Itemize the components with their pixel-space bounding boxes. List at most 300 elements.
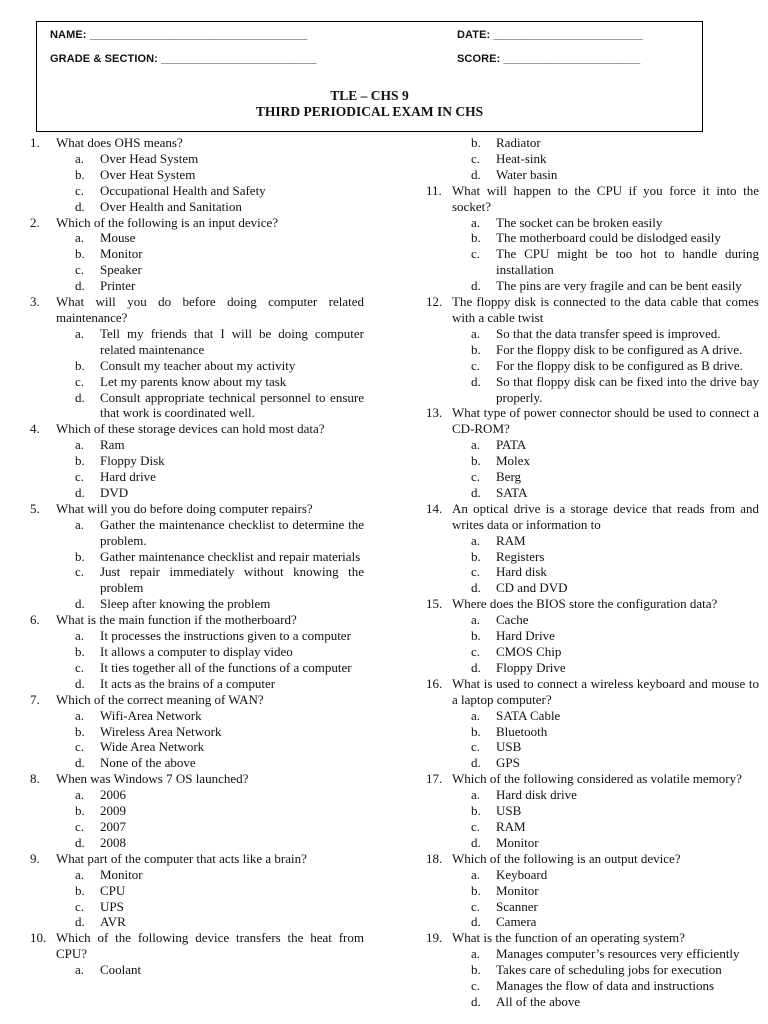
question-number: 2. xyxy=(30,214,40,230)
option-letter: a. xyxy=(75,230,85,246)
question-text: What is the main function if the motherboard? xyxy=(56,612,297,628)
question-number: 16. xyxy=(426,675,443,691)
answer-option xyxy=(30,644,364,660)
answer-option xyxy=(426,644,759,660)
option-text: Hard drive xyxy=(100,469,156,485)
answer-option xyxy=(30,469,364,485)
option-text: CMOS Chip xyxy=(496,644,562,659)
left-question-column xyxy=(30,135,364,978)
answer-option xyxy=(426,899,759,915)
answer-option xyxy=(30,358,364,374)
question-block xyxy=(426,135,759,183)
option-text: USB xyxy=(496,803,522,819)
answer-option xyxy=(426,978,759,994)
option-letter: d. xyxy=(471,993,481,1009)
option-text: Gather the maintenance checklist to determine the problem. xyxy=(100,516,364,548)
answer-option xyxy=(30,183,364,199)
option-text: It processes the instructions given to a computer xyxy=(100,628,351,644)
option-text: Monitor xyxy=(496,882,539,898)
question-text: An optical drive is a storage device that reads from and writes data or information to xyxy=(452,500,759,532)
option-text: None of the above xyxy=(100,755,196,771)
question-number: 6. xyxy=(30,612,40,628)
option-text: RAM xyxy=(496,818,526,834)
answer-option xyxy=(30,549,364,565)
question-row xyxy=(30,294,364,326)
question-block xyxy=(426,596,759,676)
question-text: Which of these storage devices can hold most data? xyxy=(56,421,325,437)
option-letter: b. xyxy=(471,803,481,819)
option-letter: d. xyxy=(471,755,481,771)
option-text: AVR xyxy=(100,914,126,930)
option-text: Monitor xyxy=(100,246,143,262)
answer-option xyxy=(426,946,759,962)
question-block xyxy=(30,612,364,692)
answer-option xyxy=(30,390,364,422)
option-letter: b. xyxy=(75,246,85,262)
option-letter: b. xyxy=(471,882,481,898)
question-number: 19. xyxy=(426,930,443,946)
option-letter: b. xyxy=(471,548,481,564)
answer-option xyxy=(30,374,364,390)
question-text: When was Windows 7 OS launched? xyxy=(56,771,249,787)
option-letter: b. xyxy=(75,644,85,659)
option-letter: a. xyxy=(75,150,85,166)
answer-option xyxy=(426,708,759,724)
option-text: Monitor xyxy=(496,834,539,850)
question-text: Which of the following is an input device? xyxy=(56,214,279,230)
question-row xyxy=(426,405,759,437)
question-row xyxy=(426,501,759,533)
option-text: USB xyxy=(496,739,522,755)
question-number: 15. xyxy=(426,596,443,612)
option-text: Registers xyxy=(496,548,545,564)
option-letter: a. xyxy=(471,325,481,341)
option-letter: b. xyxy=(471,723,481,739)
answer-option xyxy=(426,994,759,1010)
grade-section-field-label: GRADE & SECTION: _________________________ xyxy=(50,53,317,65)
question-number: 17. xyxy=(426,771,443,787)
question-number: 11. xyxy=(426,182,442,198)
option-text: Berg xyxy=(496,469,522,485)
option-letter: c. xyxy=(471,564,481,580)
option-letter: b. xyxy=(471,230,481,246)
answer-option xyxy=(426,755,759,771)
option-text: Hard disk drive xyxy=(496,787,577,803)
answer-option xyxy=(426,374,759,406)
answer-option xyxy=(30,485,364,501)
answer-option xyxy=(30,787,364,803)
question-text: What type of power connector should be used to connect a CD-ROM? xyxy=(452,405,759,437)
answer-option xyxy=(30,803,364,819)
question-text: Which of the following is an output device? xyxy=(452,850,681,866)
question-row xyxy=(30,771,364,787)
option-letter: c. xyxy=(75,818,85,834)
option-text: Over Health and Sanitation xyxy=(100,198,242,214)
question-text: Which of the following device transfers the heat from CPU? xyxy=(56,930,364,962)
option-text: Manages the flow of data and instructions xyxy=(496,978,715,994)
option-letter: a. xyxy=(471,437,481,453)
option-letter: b. xyxy=(75,453,85,469)
option-text: Water basin xyxy=(496,166,558,182)
answer-option xyxy=(30,167,364,183)
question-block xyxy=(30,851,364,931)
option-letter: b. xyxy=(471,135,481,150)
option-letter: d. xyxy=(75,596,85,612)
answer-option xyxy=(30,899,364,915)
option-letter: d. xyxy=(471,484,481,500)
option-letter: d. xyxy=(75,675,85,691)
answer-option xyxy=(30,962,364,978)
option-text: The CPU might be too hot to handle during installation xyxy=(496,246,759,278)
question-row xyxy=(426,771,759,787)
question-text: What will happen to the CPU if you force it into the socket? xyxy=(452,182,759,214)
option-text: SATA xyxy=(496,484,528,500)
option-letter: b. xyxy=(75,723,85,739)
exam-header-box xyxy=(36,21,703,132)
option-letter: c. xyxy=(471,357,481,373)
question-text: What will you do before doing computer related maintenance? xyxy=(56,294,364,325)
answer-option xyxy=(30,708,364,724)
question-text: Where does the BIOS store the configuration data? xyxy=(452,596,718,612)
option-letter: d. xyxy=(471,834,481,850)
option-letter: a. xyxy=(471,946,481,962)
option-text: Speaker xyxy=(100,262,142,278)
answer-option xyxy=(30,724,364,740)
option-text: Just repair immediately without knowing the problem xyxy=(100,564,364,596)
answer-option xyxy=(426,724,759,740)
question-row xyxy=(30,501,364,517)
answer-option xyxy=(426,564,759,580)
answer-option xyxy=(30,517,364,549)
exam-title: TLE – CHS 9 xyxy=(330,88,409,103)
answer-option xyxy=(30,199,364,215)
option-letter: a. xyxy=(75,516,85,532)
option-letter: d. xyxy=(75,278,85,294)
option-letter: a. xyxy=(75,866,85,882)
answer-option xyxy=(30,883,364,899)
option-text: 2009 xyxy=(100,803,126,819)
option-letter: c. xyxy=(471,978,481,994)
option-text: Monitor xyxy=(100,866,143,882)
option-text: Mouse xyxy=(100,230,136,246)
question-row xyxy=(30,692,364,708)
question-text: Which of the correct meaning of WAN? xyxy=(56,691,264,707)
answer-option xyxy=(426,135,759,151)
option-letter: d. xyxy=(75,914,85,930)
option-letter: a. xyxy=(471,707,481,723)
question-block xyxy=(30,421,364,501)
option-text: Molex xyxy=(496,453,530,469)
option-text: It acts as the brains of a computer xyxy=(100,675,276,691)
option-letter: d. xyxy=(75,484,85,500)
question-block xyxy=(426,771,759,851)
option-text: Radiator xyxy=(496,135,541,150)
answer-option xyxy=(426,835,759,851)
option-text: It ties together all of the functions of a computer xyxy=(100,659,352,675)
answer-option xyxy=(426,151,759,167)
option-letter: b. xyxy=(471,453,481,469)
answer-option xyxy=(30,755,364,771)
option-text: Consult appropriate technical personnel to ensure that work is coordinated well. xyxy=(100,389,364,421)
answer-option xyxy=(426,549,759,565)
question-number: 3. xyxy=(30,294,40,310)
option-letter: d. xyxy=(471,580,481,596)
option-letter: c. xyxy=(471,150,481,166)
answer-option xyxy=(426,914,759,930)
answer-option xyxy=(30,151,364,167)
answer-option xyxy=(30,596,364,612)
option-text: Scanner xyxy=(496,898,538,914)
option-letter: c. xyxy=(75,564,85,580)
option-text: 2006 xyxy=(100,787,126,803)
option-text: Wifi-Area Network xyxy=(100,707,202,723)
answer-option xyxy=(426,358,759,374)
question-number: 12. xyxy=(426,294,443,310)
option-letter: b. xyxy=(471,341,481,357)
option-text: Manages computer’s resources very efficiently xyxy=(496,946,740,962)
option-letter: c. xyxy=(471,898,481,914)
question-row xyxy=(30,612,364,628)
option-text: Tell my friends that I will be doing computer related maintenance xyxy=(100,325,364,357)
option-text: Floppy Drive xyxy=(496,659,566,675)
answer-option xyxy=(426,215,759,231)
option-text: Hard Drive xyxy=(496,628,555,644)
option-text: 2008 xyxy=(100,834,126,850)
answer-option xyxy=(426,278,759,294)
option-letter: d. xyxy=(75,198,85,214)
question-block xyxy=(426,930,759,1010)
question-number: 13. xyxy=(426,405,443,421)
option-text: GPS xyxy=(496,755,520,771)
option-text: CD and DVD xyxy=(496,580,568,596)
option-text: For the floppy disk to be configured as B drive. xyxy=(496,357,743,373)
question-block xyxy=(30,215,364,295)
question-text: What part of the computer that acts like a brain? xyxy=(56,850,307,866)
question-block xyxy=(426,851,759,931)
question-block xyxy=(426,294,759,405)
option-letter: d. xyxy=(471,914,481,930)
answer-option xyxy=(30,914,364,930)
option-text: Occupational Health and Safety xyxy=(100,182,266,198)
question-block xyxy=(426,501,759,596)
option-letter: c. xyxy=(75,898,85,914)
option-text: Over Heat System xyxy=(100,166,196,182)
question-number: 14. xyxy=(426,500,443,516)
question-row xyxy=(426,851,759,867)
answer-option xyxy=(426,803,759,819)
question-text: What does OHS means? xyxy=(56,135,183,150)
answer-option xyxy=(30,867,364,883)
option-letter: d. xyxy=(471,659,481,675)
option-text: CPU xyxy=(100,882,126,898)
answer-option xyxy=(426,246,759,278)
question-block xyxy=(30,692,364,772)
option-text: Consult my teacher about my activity xyxy=(100,357,296,373)
option-letter: d. xyxy=(471,166,481,182)
option-text: Printer xyxy=(100,278,136,294)
option-text: Wireless Area Network xyxy=(100,723,222,739)
question-text: What is used to connect a wireless keyboard and mouse to a laptop computer? xyxy=(452,675,759,707)
option-text: 2007 xyxy=(100,818,126,834)
option-letter: a. xyxy=(75,325,85,341)
answer-option xyxy=(30,628,364,644)
question-number: 8. xyxy=(30,771,40,787)
option-letter: a. xyxy=(75,437,85,453)
option-letter: c. xyxy=(471,469,481,485)
question-row xyxy=(426,676,759,708)
question-block xyxy=(426,183,759,294)
option-text: Sleep after knowing the problem xyxy=(100,596,271,612)
question-text: What will you do before doing computer repairs? xyxy=(56,500,313,516)
option-text: Cache xyxy=(496,612,529,628)
option-text: DVD xyxy=(100,484,129,500)
answer-option xyxy=(426,612,759,628)
option-letter: c. xyxy=(75,182,85,198)
option-text: So that the data transfer speed is improved. xyxy=(496,325,721,341)
answer-option xyxy=(426,883,759,899)
option-text: Bluetooth xyxy=(496,723,548,739)
option-text: PATA xyxy=(496,437,527,453)
answer-option xyxy=(426,485,759,501)
option-text: Keyboard xyxy=(496,866,548,882)
option-letter: d. xyxy=(75,834,85,850)
option-letter: c. xyxy=(75,739,85,755)
option-text: Coolant xyxy=(100,962,142,978)
option-text: Ram xyxy=(100,437,125,453)
score-field-label: SCORE: ______________________ xyxy=(457,53,641,65)
option-text: Wide Area Network xyxy=(100,739,205,755)
question-block xyxy=(426,676,759,771)
option-text: Hard disk xyxy=(496,564,547,580)
question-row xyxy=(30,851,364,867)
option-letter: a. xyxy=(471,532,481,548)
answer-option xyxy=(426,453,759,469)
question-number: 18. xyxy=(426,850,443,866)
option-letter: a. xyxy=(471,787,481,803)
option-letter: c. xyxy=(471,644,481,659)
option-letter: a. xyxy=(471,612,481,628)
option-text: Takes care of scheduling jobs for execution xyxy=(496,962,722,978)
question-number: 4. xyxy=(30,421,40,437)
answer-option xyxy=(426,342,759,358)
option-letter: c. xyxy=(75,659,85,675)
question-text: Which of the following considered as volatile memory? xyxy=(452,771,742,787)
question-number: 9. xyxy=(30,850,40,866)
date-field-label: DATE: ________________________ xyxy=(457,29,643,41)
option-text: All of the above xyxy=(496,993,581,1009)
option-letter: b. xyxy=(75,882,85,898)
option-text: UPS xyxy=(100,898,124,914)
question-row xyxy=(30,421,364,437)
answer-option xyxy=(426,580,759,596)
answer-option xyxy=(30,819,364,835)
right-question-column xyxy=(426,135,759,1010)
answer-option xyxy=(30,676,364,692)
question-number: 10. xyxy=(30,930,47,946)
option-letter: c. xyxy=(75,262,85,278)
answer-option xyxy=(426,469,759,485)
option-text: Floppy Disk xyxy=(100,453,165,469)
answer-option xyxy=(426,628,759,644)
option-text: So that floppy disk can be fixed into the drive bay properly. xyxy=(496,373,759,405)
option-text: The pins are very fragile and can be bent easily xyxy=(496,278,742,294)
question-block xyxy=(30,294,364,421)
answer-option xyxy=(30,835,364,851)
option-letter: d. xyxy=(471,278,481,294)
question-block xyxy=(30,135,364,215)
option-letter: c. xyxy=(75,373,85,389)
option-text: Camera xyxy=(496,914,537,930)
question-block xyxy=(30,501,364,612)
answer-option xyxy=(30,739,364,755)
answer-option xyxy=(30,437,364,453)
option-text: The socket can be broken easily xyxy=(496,214,663,230)
option-text: For the floppy disk to be configured as A drive. xyxy=(496,341,743,357)
answer-option xyxy=(426,739,759,755)
option-letter: b. xyxy=(75,803,85,819)
option-letter: a. xyxy=(75,787,85,803)
option-text: Let my parents know about my task xyxy=(100,373,287,389)
answer-option xyxy=(426,230,759,246)
answer-option xyxy=(30,262,364,278)
option-text: Heat-sink xyxy=(496,150,547,166)
question-block xyxy=(30,930,364,978)
option-text: The motherboard could be dislodged easily xyxy=(496,230,721,246)
answer-option xyxy=(30,278,364,294)
question-row xyxy=(30,135,364,151)
question-number: 5. xyxy=(30,500,40,516)
question-row xyxy=(30,215,364,231)
option-text: SATA Cable xyxy=(496,707,561,723)
answer-option xyxy=(426,660,759,676)
answer-option xyxy=(30,660,364,676)
answer-option xyxy=(426,533,759,549)
option-letter: b. xyxy=(75,357,85,373)
option-letter: a. xyxy=(471,214,481,230)
option-letter: b. xyxy=(471,962,481,978)
option-letter: d. xyxy=(75,755,85,771)
option-letter: a. xyxy=(471,866,481,882)
answer-option xyxy=(30,230,364,246)
option-text: It allows a computer to display video xyxy=(100,644,293,659)
answer-option xyxy=(426,167,759,183)
answer-option xyxy=(426,326,759,342)
question-row xyxy=(426,183,759,215)
option-letter: b. xyxy=(471,628,481,644)
answer-option xyxy=(30,246,364,262)
option-letter: b. xyxy=(75,548,85,564)
question-text: What is the function of an operating system? xyxy=(452,930,685,946)
question-row xyxy=(426,596,759,612)
option-letter: c. xyxy=(471,739,481,755)
option-text: RAM xyxy=(496,532,526,548)
question-number: 7. xyxy=(30,691,40,707)
option-letter: a. xyxy=(75,962,85,978)
option-letter: d. xyxy=(75,389,85,405)
answer-option xyxy=(30,326,364,358)
option-letter: d. xyxy=(471,373,481,389)
option-text: Over Head System xyxy=(100,150,199,166)
name-field-label: NAME: ___________________________________ xyxy=(50,29,308,41)
question-block xyxy=(30,771,364,851)
question-text: The floppy disk is connected to the data cable that comes with a cable twist xyxy=(452,294,759,325)
question-number: 1. xyxy=(30,135,40,150)
answer-option xyxy=(426,787,759,803)
option-letter: c. xyxy=(471,246,481,262)
answer-option xyxy=(30,453,364,469)
question-row xyxy=(426,930,759,946)
question-block xyxy=(426,405,759,500)
